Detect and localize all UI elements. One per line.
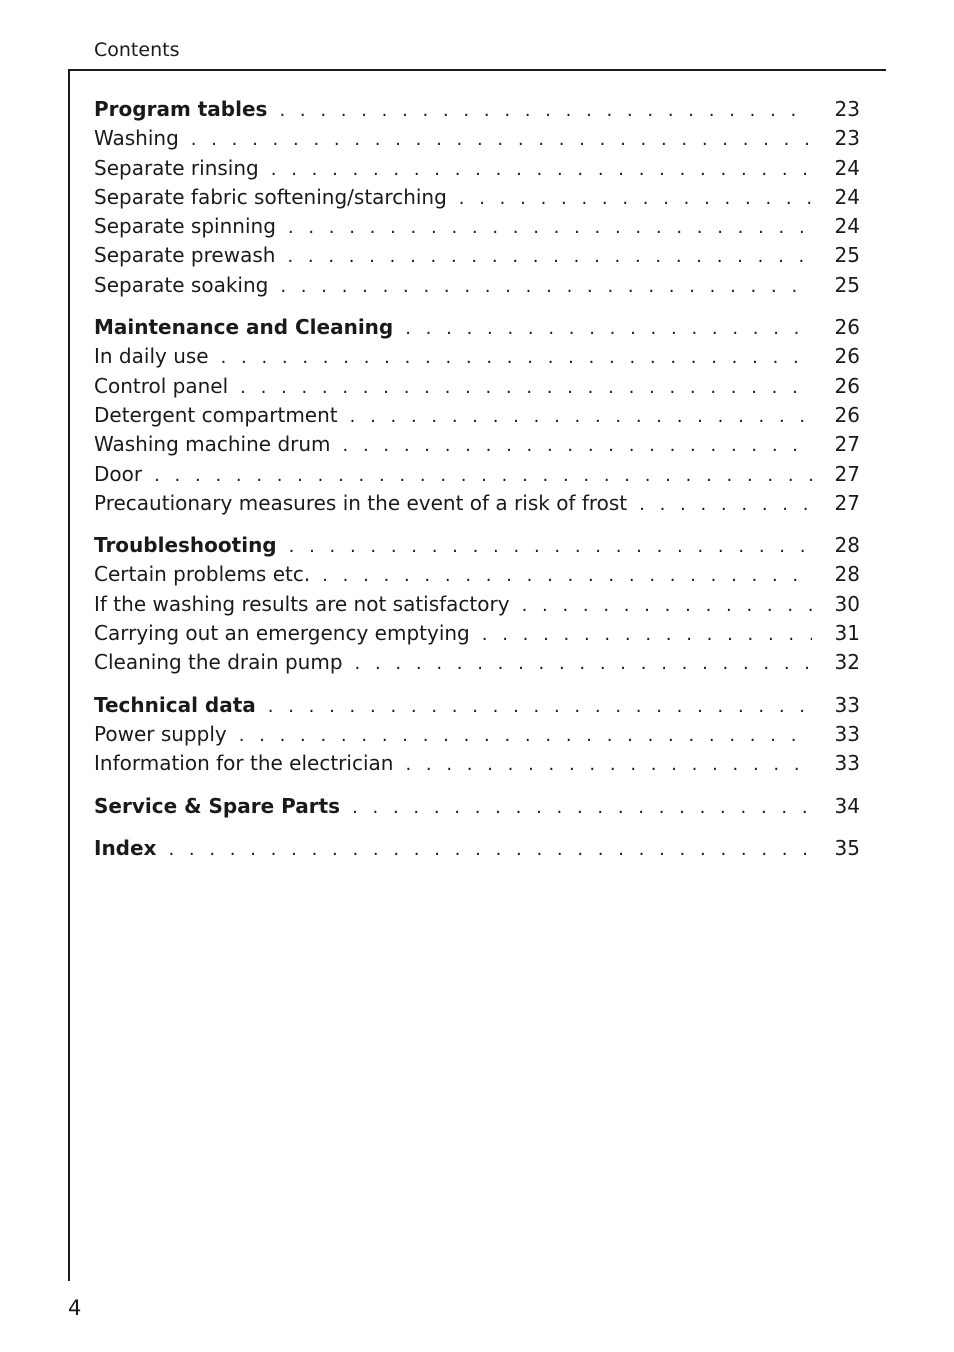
toc-entry-row[interactable] <box>94 648 860 677</box>
toc-entry-label: Washing <box>94 126 179 151</box>
toc-heading-label: Technical data <box>94 692 256 717</box>
toc-heading-row[interactable] <box>94 531 860 560</box>
toc-page-number: 31 <box>834 621 860 646</box>
toc-entry-label: Separate spinning <box>94 214 276 239</box>
toc-entry-row[interactable] <box>94 401 860 430</box>
toc-page-number: 27 <box>834 432 860 457</box>
dot-leader <box>639 490 812 519</box>
toc-page-number: 28 <box>834 533 860 558</box>
toc-heading-label: Index <box>94 835 157 860</box>
toc-entry-row[interactable] <box>94 183 860 212</box>
toc-entry-label: Door <box>94 461 143 486</box>
toc-page-number: 26 <box>834 373 860 398</box>
toc-page-number: 33 <box>834 751 860 776</box>
toc-entry-label: Separate soaking <box>94 272 269 297</box>
toc-page-number: 34 <box>834 793 860 818</box>
dot-leader <box>289 532 812 561</box>
toc-page-number: 25 <box>834 243 860 268</box>
top-rule <box>68 69 886 71</box>
page-number: 4 <box>68 1296 82 1320</box>
toc-page-number: 35 <box>834 835 860 860</box>
toc-entry-row[interactable] <box>94 430 860 459</box>
toc-entry-label: Certain problems etc. <box>94 562 311 587</box>
toc-section <box>94 834 860 863</box>
dot-leader <box>322 561 812 590</box>
toc-entry-label: Detergent compartment <box>94 402 338 427</box>
dot-leader <box>343 431 812 460</box>
toc-entry-row[interactable] <box>94 342 860 371</box>
toc-page-number: 28 <box>834 562 860 587</box>
toc-heading-row[interactable] <box>94 95 860 124</box>
toc-page-number: 33 <box>834 692 860 717</box>
toc-entry-row[interactable] <box>94 460 860 489</box>
toc-heading-label: Program tables <box>94 97 268 121</box>
toc-page-number: 26 <box>834 402 860 427</box>
dot-leader <box>239 721 812 750</box>
toc-page-number: 27 <box>834 490 860 515</box>
toc-heading-row[interactable] <box>94 691 860 720</box>
dot-leader <box>288 213 812 242</box>
toc-page-number: 30 <box>834 591 860 616</box>
toc-page-number: 25 <box>834 272 860 297</box>
toc-section <box>94 691 860 779</box>
toc-entry-row[interactable] <box>94 271 860 300</box>
toc-section <box>94 792 860 821</box>
dot-leader <box>482 620 812 649</box>
dot-leader <box>279 96 812 125</box>
dot-leader <box>355 649 812 678</box>
toc-page-number: 24 <box>834 214 860 239</box>
toc-entry-row[interactable] <box>94 749 860 778</box>
toc-page-number: 33 <box>834 721 860 746</box>
toc-page-number: 26 <box>834 315 860 340</box>
toc-page-number: 27 <box>834 461 860 486</box>
toc-entry-label: Separate prewash <box>94 243 276 268</box>
toc-entry-label: Precautionary measures in the event of a risk of frost <box>94 490 628 515</box>
toc-entry-label: Separate rinsing <box>94 155 259 180</box>
toc-entry-row[interactable] <box>94 590 860 619</box>
left-rule <box>68 69 70 1281</box>
toc-entry-label: Control panel <box>94 373 229 398</box>
toc-heading-row[interactable] <box>94 792 860 821</box>
toc-section <box>94 95 860 300</box>
toc-page-number: 26 <box>834 344 860 369</box>
dot-leader <box>459 184 812 213</box>
toc-entry-label: In daily use <box>94 344 209 369</box>
toc-entry-row[interactable] <box>94 372 860 401</box>
toc-entry-row[interactable] <box>94 619 860 648</box>
dot-leader <box>268 692 812 721</box>
dot-leader <box>154 461 812 490</box>
dot-leader <box>240 373 812 402</box>
toc-heading-label: Troubleshooting <box>94 533 277 558</box>
toc-page-number: 23 <box>834 126 860 151</box>
toc-entry-label: Separate fabric softening/starching <box>94 184 447 209</box>
dot-leader <box>221 343 812 372</box>
toc-entry-row[interactable] <box>94 124 860 153</box>
toc-page-number: 24 <box>834 155 860 180</box>
toc-entry-label: Power supply <box>94 721 227 746</box>
dot-leader <box>287 242 812 271</box>
toc-section <box>94 531 860 677</box>
toc-entry-label: If the washing results are not satisfactory <box>94 591 510 616</box>
toc-heading-label: Service & Spare Parts <box>94 793 341 818</box>
toc-heading-label: Maintenance and Cleaning <box>94 315 394 340</box>
toc-page-number: 32 <box>834 650 860 675</box>
running-header: Contents <box>94 39 180 61</box>
toc-section <box>94 313 860 518</box>
toc-entry-row[interactable] <box>94 241 860 270</box>
toc-entry-label: Information for the electrician <box>94 751 394 776</box>
dot-leader <box>522 591 812 620</box>
dot-leader <box>405 314 812 343</box>
toc-entry-row[interactable] <box>94 560 860 589</box>
toc-page-number: 24 <box>834 184 860 209</box>
dot-leader <box>168 835 812 864</box>
dot-leader <box>350 402 812 431</box>
toc-entry-row[interactable] <box>94 154 860 183</box>
dot-leader <box>191 125 812 154</box>
dot-leader <box>405 750 812 779</box>
toc-page-number: 23 <box>834 97 860 121</box>
toc-entry-row[interactable] <box>94 720 860 749</box>
dot-leader <box>280 272 812 301</box>
toc-heading-row[interactable] <box>94 313 860 342</box>
toc-entry-label: Washing machine drum <box>94 432 331 457</box>
toc-entry-label: Carrying out an emergency emptying <box>94 621 470 646</box>
toc-entry-row[interactable] <box>94 489 860 518</box>
table-of-contents <box>94 95 860 876</box>
dot-leader <box>352 793 812 822</box>
toc-heading-row[interactable] <box>94 834 860 863</box>
dot-leader <box>271 155 812 184</box>
toc-entry-row[interactable] <box>94 212 860 241</box>
toc-entry-label: Cleaning the drain pump <box>94 650 343 675</box>
